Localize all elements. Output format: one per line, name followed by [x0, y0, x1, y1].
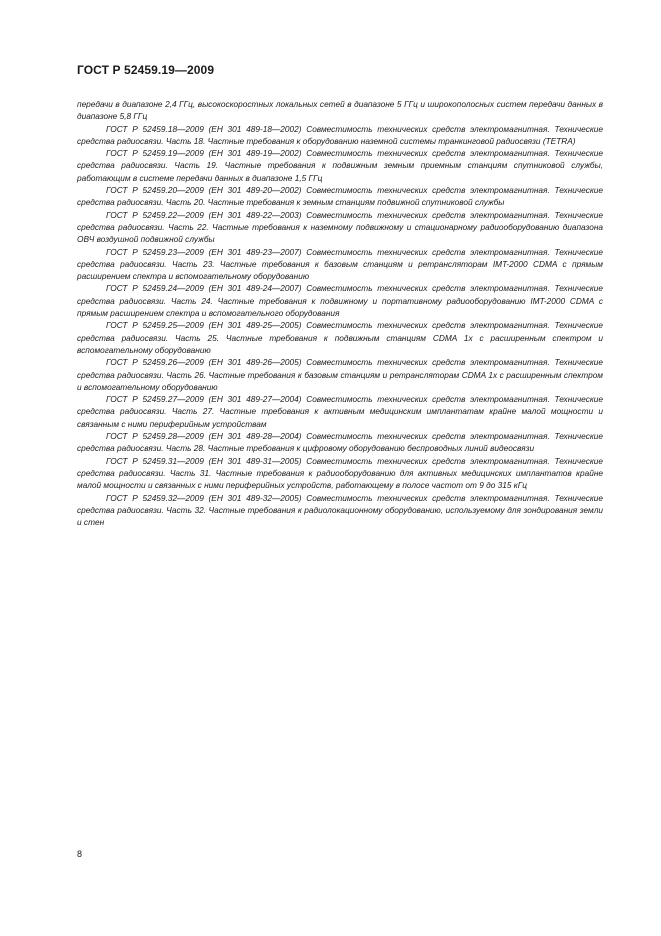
page-number: 8 [77, 849, 83, 859]
paragraph: ГОСТ Р 52459.24—2009 (ЕН 301 489-24—2007) Совместимость технических средств электромагнитная. Технические средства радиосвязи. Часть 24. Частные требования к подвижному и портативному радиооборудованию IMT-2000 CDMA с прямым расширением спектра и вспомогательного оборудования [77, 283, 603, 319]
paragraph: ГОСТ Р 52459.25—2009 (ЕН 301 489-25—2005) Совместимость технических средств электромагнитная. Технические средства радиосвязи. Часть 25. Частные требования к подвижным станциям CDMA 1x с расширенным спектром и вспомогательному оборудованию [77, 320, 603, 355]
paragraph: ГОСТ Р 52459.19—2009 (ЕН 301 489-19—2002) Совместимость технических средств электромагнитная. Технические средства радиосвязи. Часть 19. Частные требования к подвижным земным приемным станциям спутниковой службы, работающим в системе передачи данных в диапазоне 1,5 ГГц [77, 148, 603, 183]
paragraph: ГОСТ Р 52459.27—2009 (ЕН 301 489-27—2004) Совместимость технических средств электромагнитная. Технические средства радиосвязи. Часть 27. Частные требования к активным медицинским имплантатам крайне малой мощности и связанным с ними периферийным устройствам [77, 394, 603, 429]
paragraph: ГОСТ Р 52459.31—2009 (ЕН 301 489-31—2005) Совместимость технических средств электромагнитная. Технические средства радиосвязи. Часть 31. Частные требования к радиооборудованию для активных медицинских имплантатов крайне малой мощности и связанных с ними периферийных устройств, работающему в полосе частот от 9 до 315 кГц [77, 455, 603, 491]
document-header: ГОСТ Р 52459.19—2009 [77, 63, 215, 77]
paragraph: ГОСТ Р 52459.26—2009 (ЕН 301 489-26—2005) Совместимость технических средств электромагнитная. Технические средства радиосвязи. Часть 26. Частные требования к базовым станциям и ретрансляторам CDMA 1x с расширенным спектром и вспомогательному оборудованию [77, 357, 603, 392]
paragraph: ГОСТ Р 52459.18—2009 (ЕН 301 489-18—2002) Совместимость технических средств электромагнитная. Технические средства радиосвязи. Часть 18. Частные требования к оборудованию наземной системы транкинговой радиосвязи (TETRA) [77, 123, 603, 146]
paragraph: ГОСТ Р 52459.32—2009 (ЕН 301 489-32—2005) Совместимость технических средств электромагнитная. Технические средства радиосвязи. Часть 32. Частные требования к радиолокационному оборудованию, используемому для зондирования земли и стен [77, 492, 603, 528]
document-body [77, 98, 603, 528]
paragraph: передачи в диапазоне 2,4 ГГц, высокоскоростных локальных сетей в диапазоне 5 ГГц и широкополосных систем передачи данных в диапазоне 5,8 ГГц [77, 99, 603, 122]
paragraph: ГОСТ Р 52459.22—2009 (ЕН 301 489-22—2003) Совместимость технических средств электромагнитная. Технические средства радиосвязи. Часть 22. Частные требования к наземному подвижному и стационарному радиооборудованию диапазона ОВЧ воздушной подвижной службы [77, 209, 603, 245]
paragraph: ГОСТ Р 52459.23—2009 (ЕН 301 489-23—2007) Совместимость технических средств электромагнитная. Технические средства радиосвязи. Часть 23. Частные требования к базовым станциям и ретрансляторам IMT-2000 CDMA с прямым расширением спектра и вспомогательному оборудованию [77, 246, 603, 282]
paragraph: ГОСТ Р 52459.20—2009 (ЕН 301 489-20—2002) Совместимость технических средств электромагнитная. Технические средства радиосвязи. Часть 20. Частные требования к земным станциям подвижной спутниковой службы [77, 185, 603, 208]
paragraph: ГОСТ Р 52459.28—2009 (ЕН 301 489-28—2004) Совместимость технических средств электромагнитная. Технические средства радиосвязи. Часть 28. Частные требования к цифровому оборудованию беспроводных линий видеосвязи [77, 431, 603, 454]
